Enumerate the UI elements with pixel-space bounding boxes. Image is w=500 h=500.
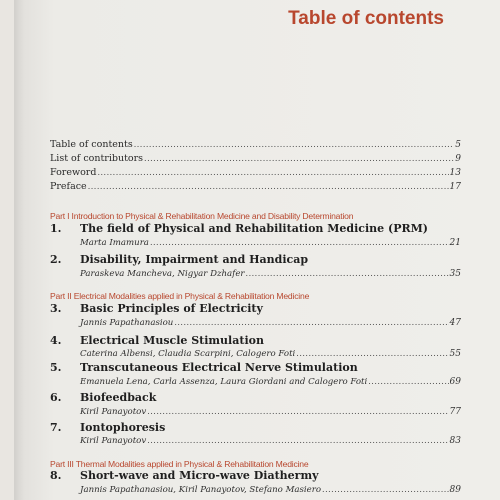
chapter-title-row (50, 302, 461, 315)
chapter-authors: Kiril Panayotov (80, 407, 147, 417)
page-title: Table of contents (288, 8, 444, 29)
chapter-title-row (50, 222, 461, 235)
chapter-page-number: 77 (449, 407, 461, 417)
toc-front-item (50, 139, 461, 150)
chapter-author-row (80, 485, 461, 495)
leader-dots (174, 318, 448, 327)
toc-front-label: Foreword (50, 167, 97, 178)
part-heading: Part III Thermal Modalities applied in Physical & Rehabilitation Medicine (50, 459, 309, 469)
chapter-author-row (80, 436, 461, 446)
leader-dots (296, 349, 448, 358)
leader-dots (88, 182, 449, 191)
chapter-title-row (50, 253, 461, 266)
chapter-page-number: 69 (449, 377, 461, 387)
chapter-authors: Marta Imamura (80, 238, 149, 248)
part-heading: Part II Electrical Modalities applied in Physical & Rehabilitation Medicine (50, 291, 310, 301)
chapter-title-row (50, 469, 461, 482)
chapter-title: Short-wave and Micro-wave Diathermy (80, 469, 319, 482)
chapter-authors: Paraskeva Mancheva, Nigyar Dzhafer (80, 269, 245, 279)
toc-front-item (50, 153, 461, 164)
chapter-title-row (50, 361, 461, 374)
toc-front-label: Table of contents (50, 139, 133, 150)
chapter-title: Biofeedback (80, 391, 157, 404)
toc-front-label: Preface (50, 181, 87, 192)
chapter-number: 3. (50, 302, 62, 315)
chapter-page-number: 55 (449, 349, 461, 359)
toc-page-number: 17 (449, 182, 461, 192)
toc-front-label: List of contributors (50, 153, 144, 164)
toc-front-item (50, 167, 461, 178)
leader-dots (97, 168, 448, 177)
chapter-number: 7. (50, 421, 62, 434)
chapter-title: Basic Principles of Electricity (80, 302, 263, 315)
chapter-page-number: 89 (449, 485, 461, 495)
chapter-author-row (80, 349, 461, 359)
book-page (14, 0, 500, 500)
chapter-title-row (50, 391, 461, 404)
chapter-title-row (50, 334, 461, 347)
chapter-authors: Emanuela Lena, Carla Assenza, Laura Giordani and Calogero Foti (80, 377, 368, 387)
chapter-author-row (80, 238, 461, 248)
chapter-page-number: 83 (449, 436, 461, 446)
chapter-authors: Caterina Albensi, Claudia Scarpini, Calogero Foti (80, 349, 296, 359)
chapter-authors: Kiril Panayotov (80, 436, 147, 446)
toc-page-number: 5 (455, 140, 461, 150)
chapter-authors: Jannis Papathanasiou, Kiril Panayotov, Stefano Masiero (80, 485, 322, 495)
leader-dots (147, 436, 448, 445)
chapter-number: 2. (50, 253, 62, 266)
leader-dots (134, 140, 455, 149)
chapter-number: 5. (50, 361, 62, 374)
chapter-authors: Jannis Papathanasiou (80, 318, 174, 328)
chapter-number: 1. (50, 222, 62, 235)
chapter-page-number: 47 (449, 318, 461, 328)
leader-dots (147, 407, 448, 416)
chapter-title: Transcutaneous Electrical Nerve Stimulation (80, 361, 358, 374)
chapter-author-row (80, 407, 461, 417)
chapter-page-number: 21 (449, 238, 461, 248)
chapter-number: 4. (50, 334, 62, 347)
part-heading: Part I Introduction to Physical & Rehabilitation Medicine and Disability Determination (50, 211, 354, 221)
leader-dots (246, 269, 449, 278)
toc-front-item (50, 181, 461, 192)
chapter-number: 8. (50, 469, 62, 482)
chapter-title-row (50, 421, 461, 434)
toc-page-number: 13 (449, 168, 461, 178)
chapter-number: 6. (50, 391, 62, 404)
chapter-author-row (80, 318, 461, 328)
chapter-author-row (80, 377, 461, 387)
leader-dots (322, 485, 449, 494)
chapter-title: Iontophoresis (80, 421, 166, 434)
leader-dots (144, 154, 454, 163)
chapter-page-number: 35 (449, 269, 461, 279)
toc-page-number: 9 (455, 154, 461, 164)
chapter-title: Electrical Muscle Stimulation (80, 334, 264, 347)
chapter-author-row (80, 269, 461, 279)
leader-dots (368, 377, 448, 386)
chapter-title: The field of Physical and Rehabilitation Medicine (PRM) (80, 222, 428, 235)
leader-dots (150, 238, 449, 247)
chapter-title: Disability, Impairment and Handicap (80, 253, 309, 266)
